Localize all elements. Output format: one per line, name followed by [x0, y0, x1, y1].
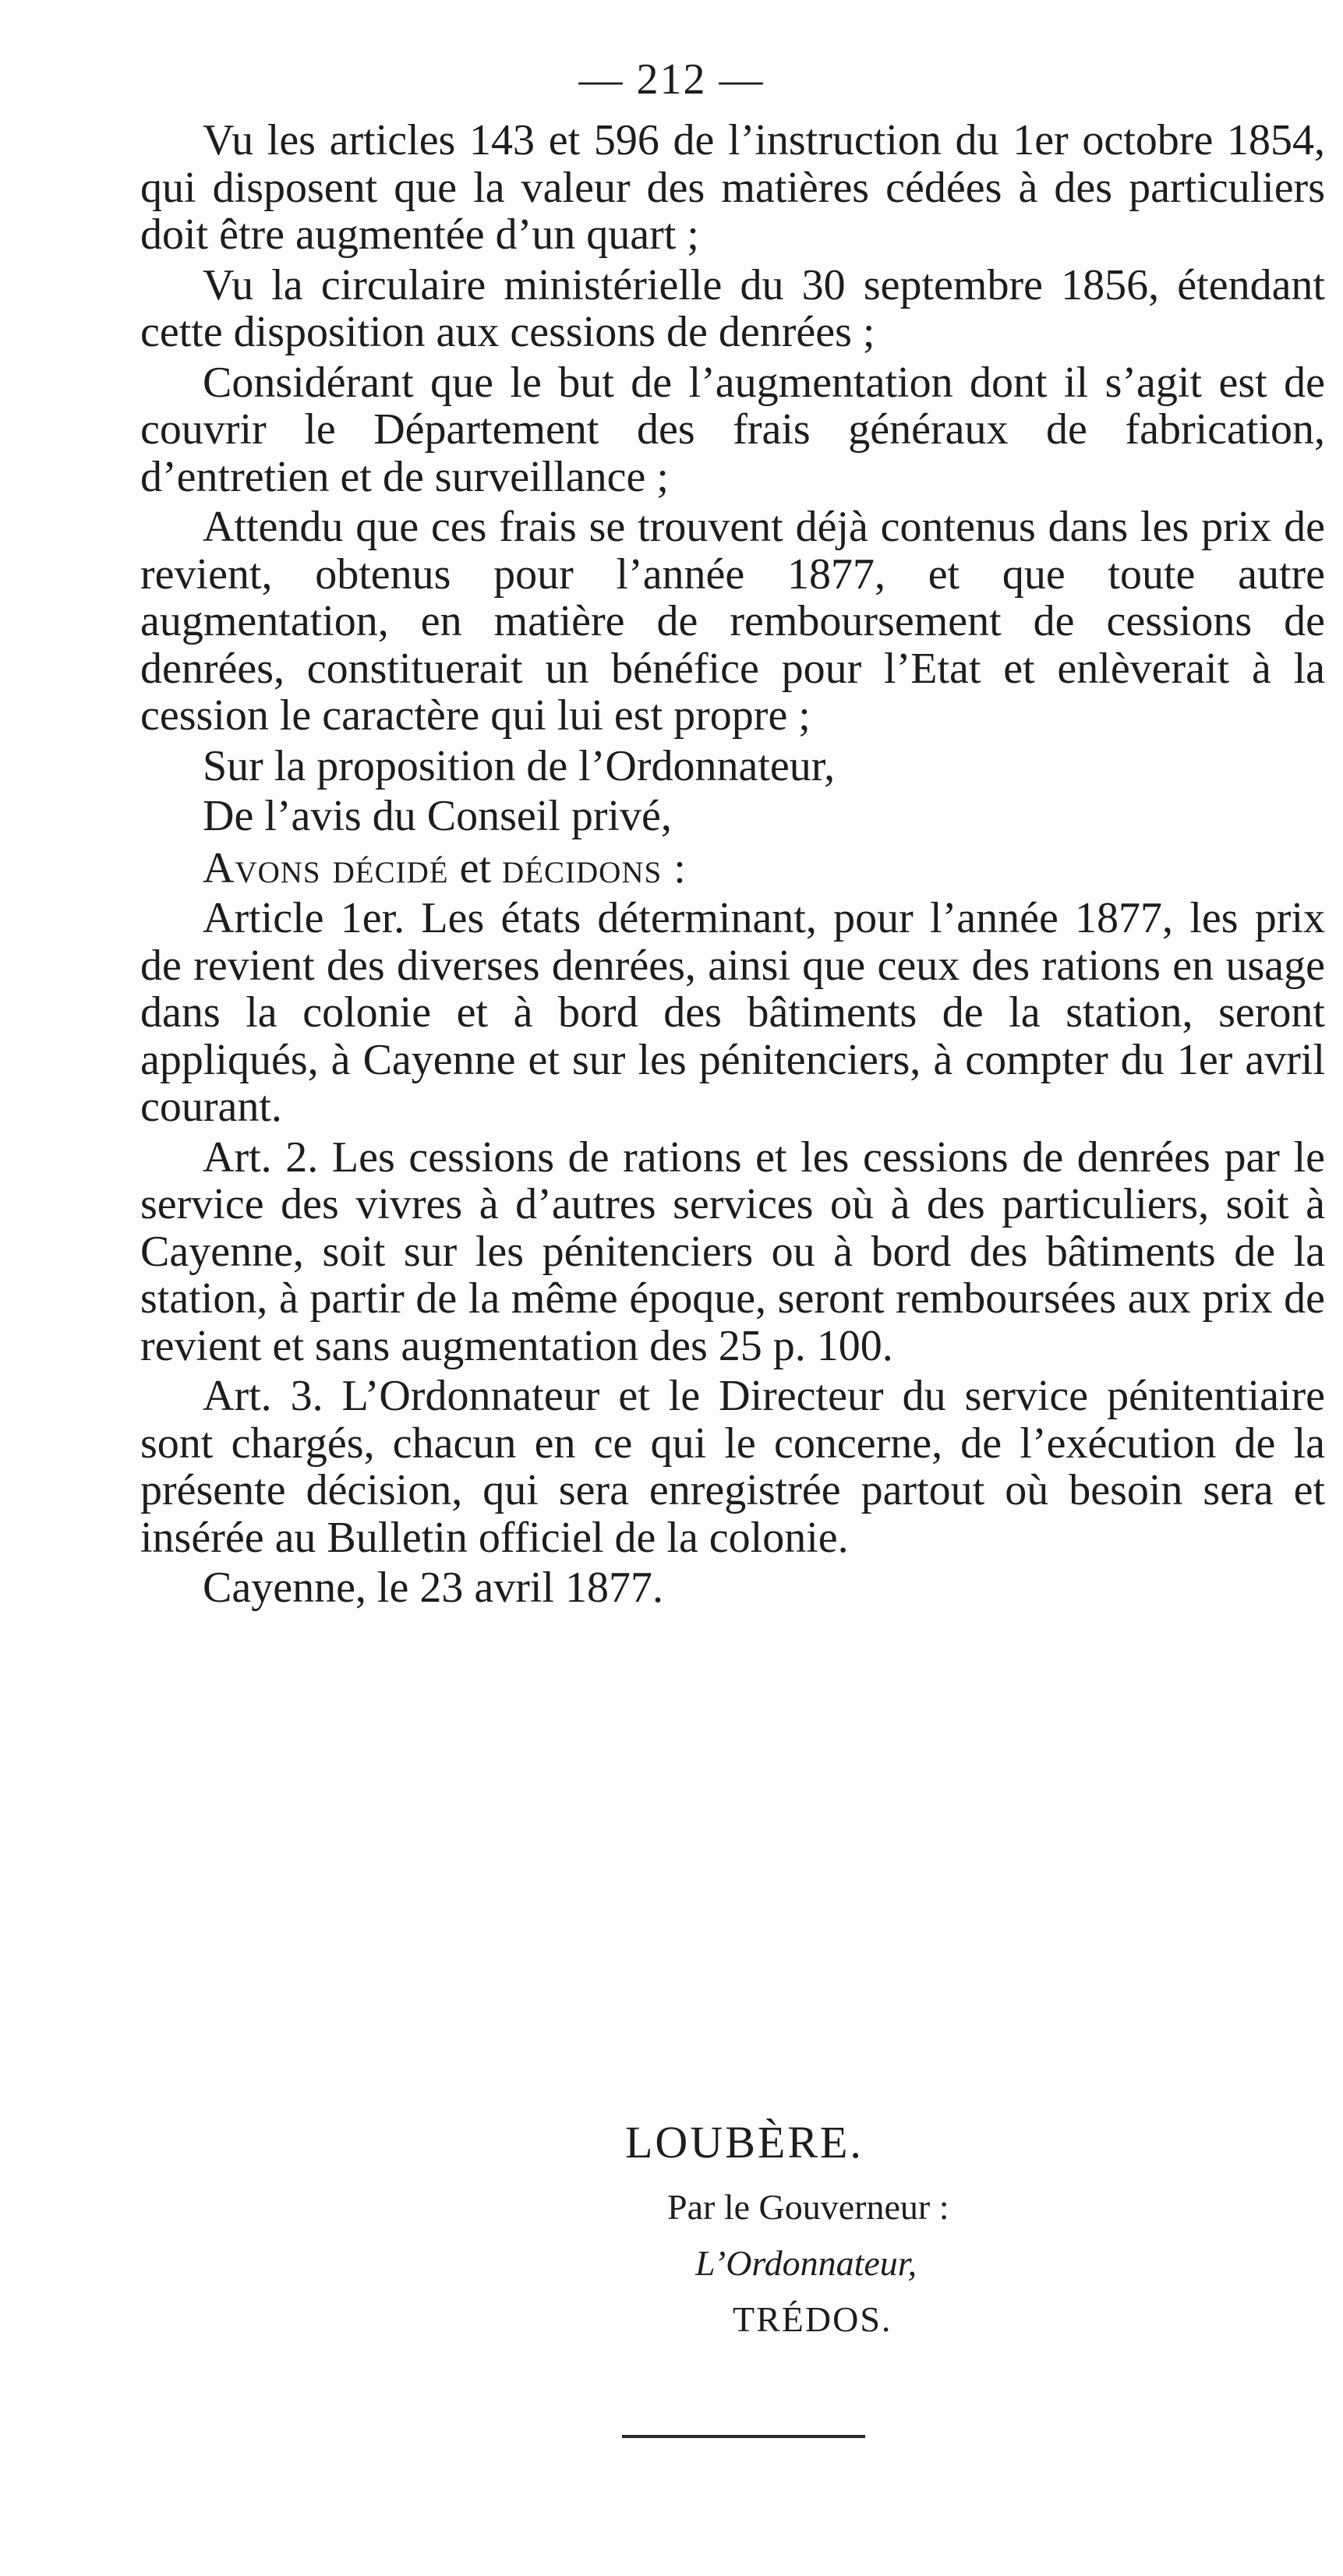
paragraph-proposition: Sur la proposition de l’Ordonnateur,: [203, 741, 836, 790]
article-2: Art. 2. Les cessions de rations et les cessions de denrées par le service des vivres à d’autres services où à des particuliers, soit à Cayenne, soit sur les pénitenciers ou à bord des bâtiments de la station, à partir de la même époque, seront remboursées aux prix de revient et sans augmentation des 25 p. 100.: [140, 1133, 1325, 1370]
decision-text: [140, 117, 1325, 1612]
paragraph-avis: De l’avis du Conseil privé,: [203, 792, 672, 840]
article-3: Art. 3. L’Ordonnateur et le Directeur du service pénitentiaire sont chargés, chacun en ce qui le concerne, de l’exécution de la présente décision, qui sera enregistrée partout où besoin sera et insérée au Bulletin officiel de la colonie.: [140, 1372, 1325, 1562]
article-1: Article 1er. Les états déterminant, pour l’année 1877, les prix de revient des diverses denrées, ainsi que ceux des rations en usage dans la colonie et à bord des bâtiments de la station, seront appliqués, à Cayenne et sur les pénitenciers, à compter du 1er avril courant.: [140, 894, 1325, 1131]
closing-rule: [622, 2435, 865, 2438]
decision-formula: [140, 845, 1325, 892]
paragraph-vu-articles: Vu les articles 143 et 596 de l’instruction du 1er octobre 1854, qui disposent que la valeur des matières cédées à des particuliers doit être augmentée d’un quart ;: [140, 116, 1325, 259]
paragraph-considerant: Considérant que le but de l’augmentation dont il s’agit est de couvrir le Département des frais généraux de fabrication, d’entretien et de surveillance ;: [140, 358, 1325, 501]
paragraph-attendu: Attendu que ces frais se trouvent déjà contenus dans les prix de revient, obtenus pour l’année 1877, et que toute autre augmentation, en matière de remboursement de cessions de denrées, constituerait un bénéfice pour l’Etat et enlèverait à la cession le caractère qui lui est propre ;: [140, 503, 1325, 740]
date-line: Cayenne, le 23 avril 1877.: [203, 1564, 663, 1612]
decision-connector: et: [459, 843, 492, 892]
by-governor-line: Par le Gouverneur :: [667, 2187, 949, 2227]
decision-part2: décidons :: [502, 843, 687, 892]
ordonnateur-title: L’Ordonnateur,: [695, 2243, 917, 2283]
ordonnateur-signature: TRÉDOS.: [733, 2299, 892, 2339]
page-number: — 212 —: [578, 55, 765, 104]
paragraph-vu-circulaire: Vu la circulaire ministérielle du 30 septembre 1856, étendant cette disposition aux cessions de denrées ;: [140, 260, 1325, 356]
governor-signature: LOUBÈRE.: [625, 2117, 864, 2168]
decision-part1: Avons décidé: [203, 843, 449, 892]
